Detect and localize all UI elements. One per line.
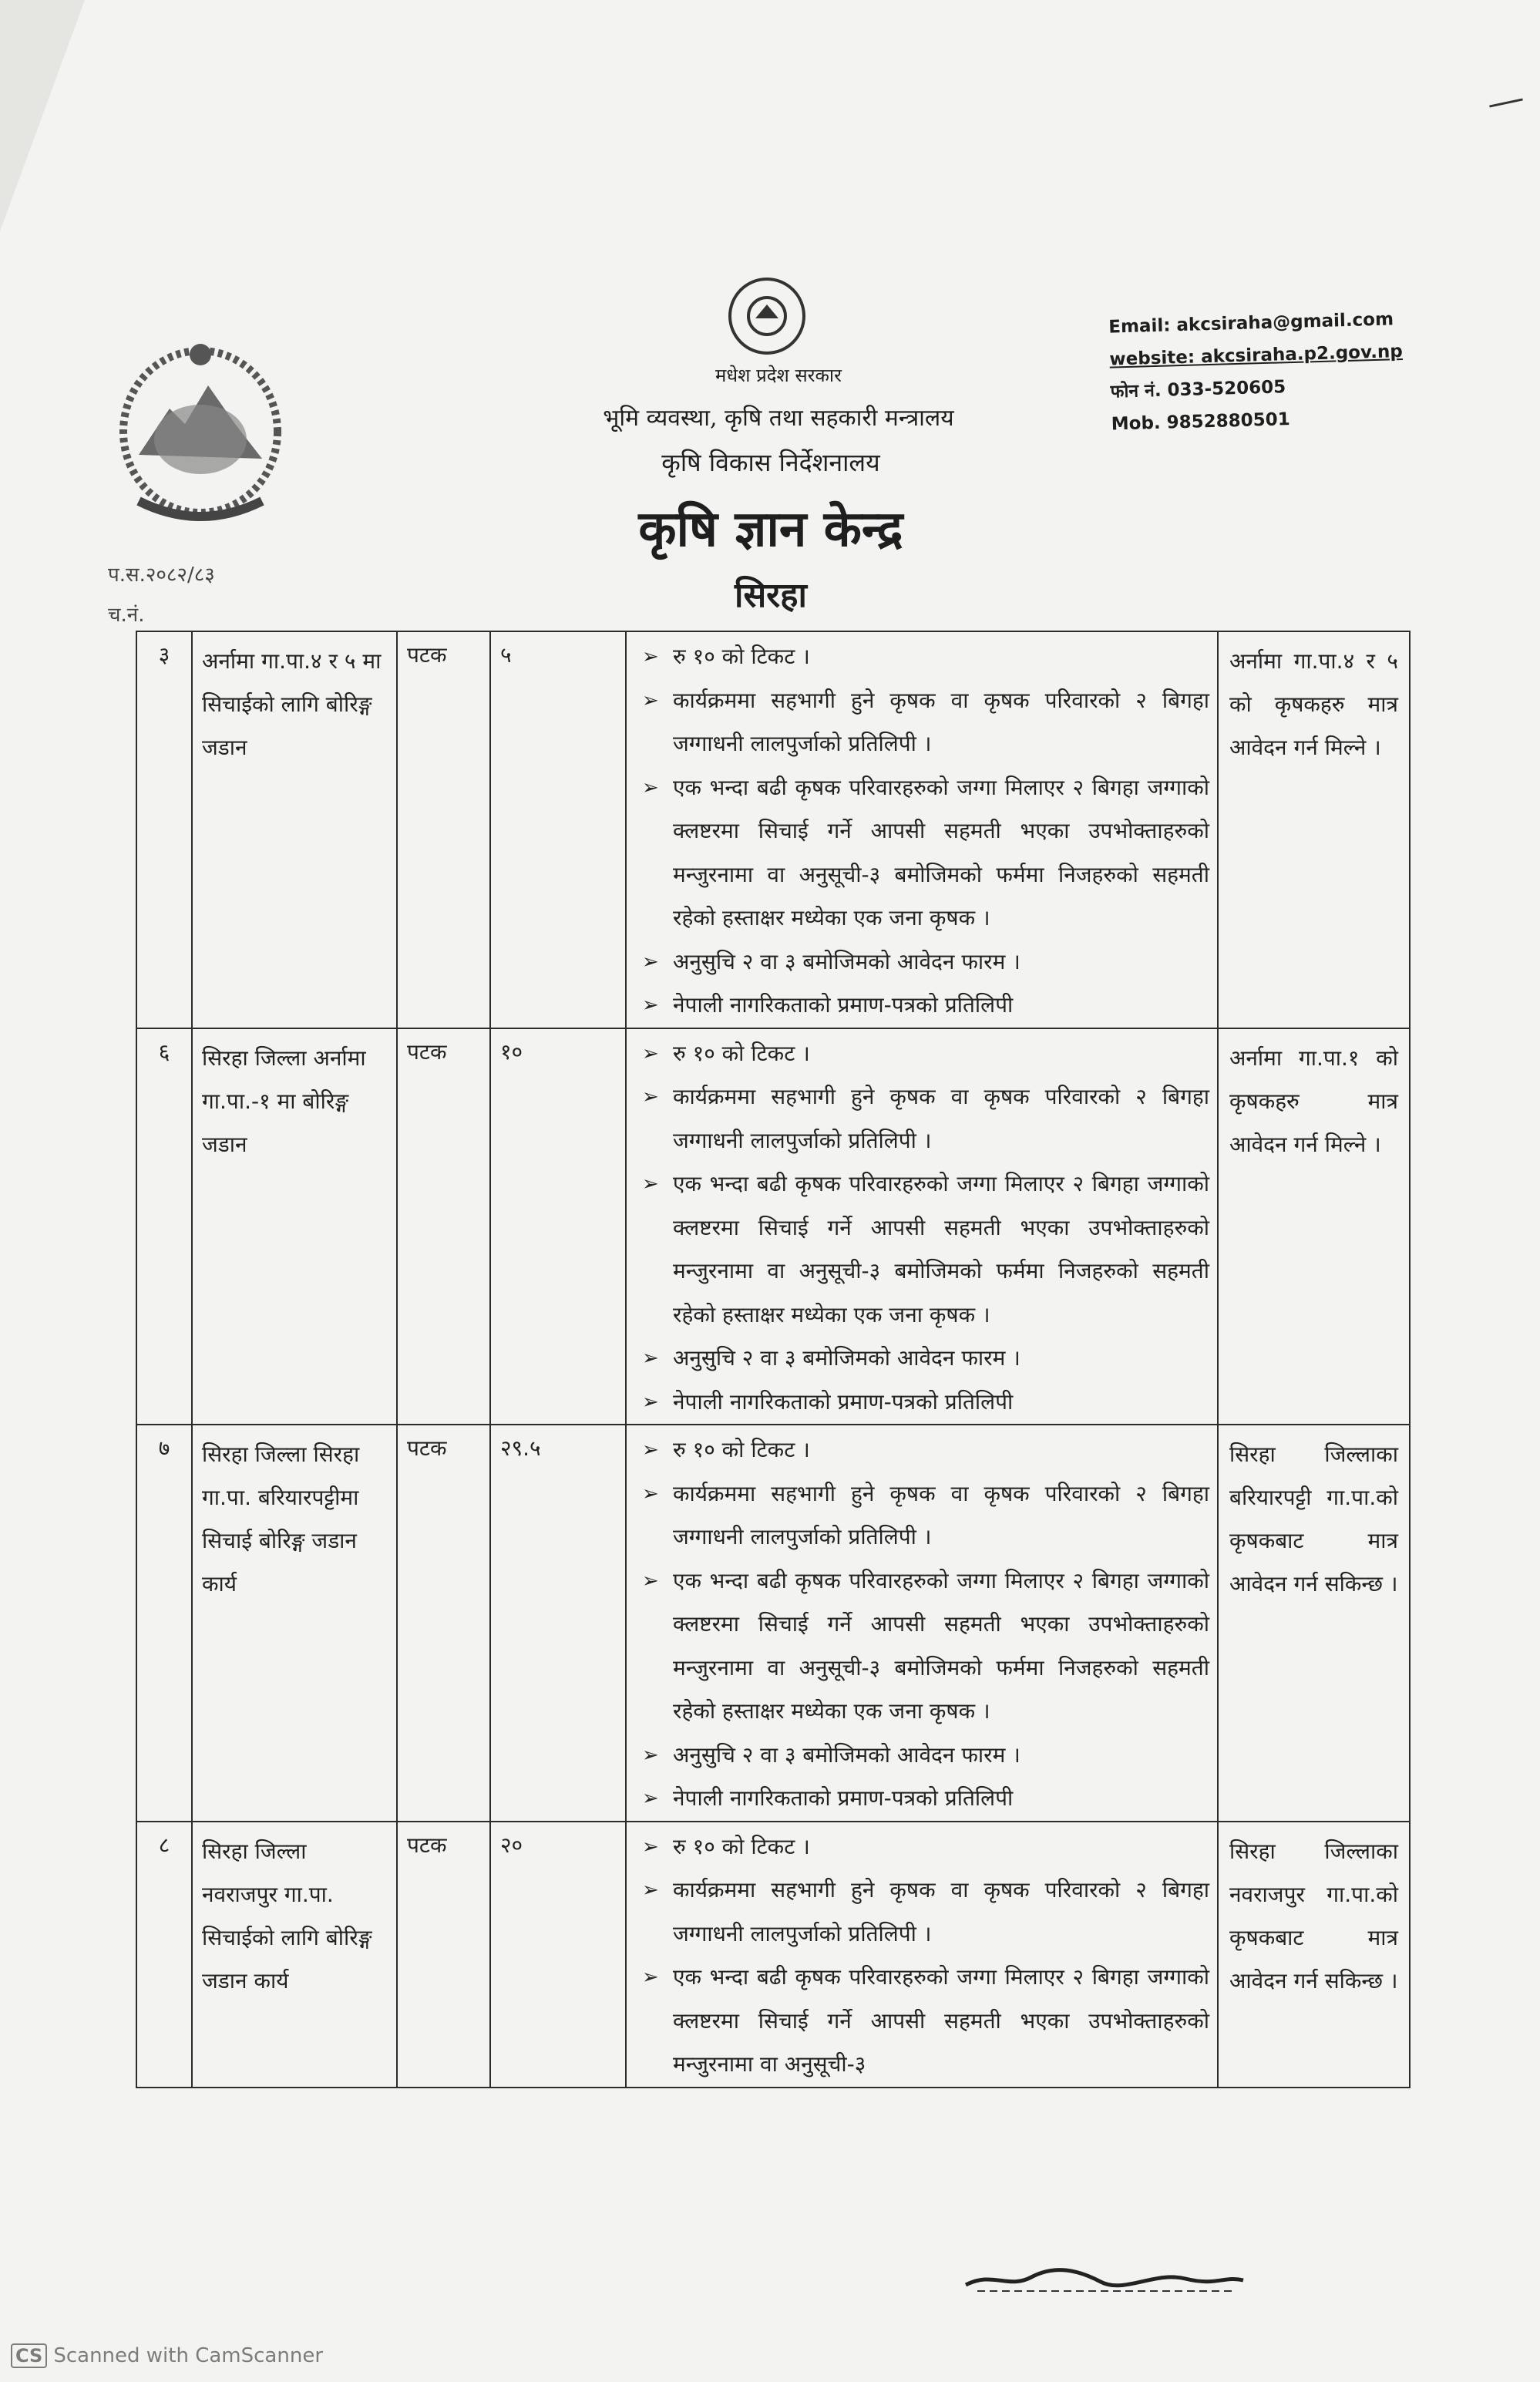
documents-list (641, 1428, 1209, 1821)
quantity-cell: २९.५ (490, 1425, 626, 1822)
list-item (641, 940, 1209, 984)
document-text: अनुसुचि २ वा ३ बमोजिमको आवेदन फारम । (673, 1741, 1021, 1768)
mobile-text: Mob. 9852880501 (1111, 409, 1291, 435)
arrow-bullet-icon: ➢ (642, 688, 659, 712)
required-documents-cell (626, 1822, 1218, 2088)
list-item (641, 1869, 1209, 1956)
page-fold-shadow (0, 0, 85, 231)
quantity-cell: ५ (490, 631, 626, 1028)
program-table (136, 631, 1411, 2088)
list-item (641, 1428, 1209, 1472)
document-text: नेपाली नागरिकताको प्रमाण-पत्रको प्रतिलिपी (673, 1388, 1014, 1415)
document-text: कार्यक्रममा सहभागी हुने कृषक वा कृषक परिवारको २ बिगहा जग्गाधनी लालपुर्जाको प्रतिलिपी । (673, 1084, 1209, 1153)
table-row (136, 1425, 1410, 1822)
arrow-bullet-icon: ➢ (642, 1438, 659, 1462)
arrow-bullet-icon: ➢ (642, 1966, 659, 1989)
list-item (641, 1472, 1209, 1559)
serial-number-cell: ६ (136, 1028, 192, 1425)
table-row (136, 631, 1410, 1028)
document-text: एक भन्दा बढी कृषक परिवारहरुको जग्गा मिलाएर २ बिगहा जग्गाको क्लष्टरमा सिचाई गर्ने आपसी सहमती भएका उपभोक्ताहरुको मन्जुरनामा वा अनुसूची-३ (673, 1964, 1209, 2077)
arrow-bullet-icon: ➢ (642, 645, 659, 668)
document-text: कार्यक्रममा सहभागी हुने कृषक वा कृषक परिवारको २ बिगहा जग्गाधनी लालपुर्जाको प्रतिलिपी । (673, 1480, 1209, 1549)
quantity-cell: १० (490, 1028, 626, 1425)
serial-number-cell: ८ (136, 1822, 192, 2088)
document-text: एक भन्दा बढी कृषक परिवारहरुको जग्गा मिलाएर २ बिगहा जग्गाको क्लष्टरमा सिचाई गर्ने आपसी सहमती भएका उपभोक्ताहरुको मन्जुरनामा वा अनुसूची-३ बमोजिमको फर्ममा निजहरुको सहमती रहेको हस्ताक्षर मध्येका एक जना कृषक । (673, 774, 1209, 930)
unit-cell: पटक (397, 1822, 490, 2088)
scanner-watermark (11, 2343, 323, 2368)
program-name-cell: सिरहा जिल्ला अर्नामा गा.पा.-१ मा बोरिङ्ग जडान (192, 1028, 397, 1425)
list-item (641, 1381, 1209, 1425)
phone-text: फोन नं. 033-520605 (1110, 377, 1286, 402)
required-documents-cell (626, 631, 1218, 1028)
email-text: Email: akcsiraha@gmail.com (1108, 309, 1394, 338)
documents-list (641, 1825, 1209, 2087)
document-text: अनुसुचि २ वा ३ बमोजिमको आवेदन फारम । (673, 948, 1021, 974)
document-text: रु १० को टिकट । (673, 644, 810, 669)
unit-cell: पटक (397, 1425, 490, 1822)
remarks-cell: अर्नामा गा.पा.१ को कृषकहरु मात्र आवेदन गर्न मिल्ने । (1218, 1028, 1410, 1425)
document-text: नेपाली नागरिकताको प्रमाण-पत्रको प्रतिलिपी (673, 1785, 1014, 1811)
quantity-cell: २० (490, 1822, 626, 2088)
list-item (641, 1956, 1209, 2087)
provincial-government-line: मधेश प्रदेश सरकार (715, 365, 842, 386)
arrow-bullet-icon: ➢ (642, 1041, 659, 1065)
arrow-bullet-icon: ➢ (642, 775, 659, 799)
program-table-body (136, 631, 1410, 2088)
table-row (136, 1028, 1410, 1425)
list-item (641, 1559, 1209, 1734)
list-item (641, 766, 1209, 940)
required-documents-cell (626, 1425, 1218, 1822)
arrow-bullet-icon: ➢ (642, 1085, 659, 1109)
arrow-bullet-icon: ➢ (642, 1743, 659, 1767)
government-seal-icon (725, 274, 809, 358)
list-item (641, 1337, 1209, 1381)
remarks-cell: सिरहा जिल्लाका नवराजपुर गा.पा.को कृषकबाट मात्र आवेदन गर्न सकिन्छ । (1218, 1822, 1410, 2088)
office-title: कृषि ज्ञान केन्द्र (638, 500, 903, 558)
arrow-bullet-icon: ➢ (642, 994, 659, 1017)
remarks-cell: अर्नामा गा.पा.४ र ५ को कृषकहरु मात्र आवेदन गर्न मिल्ने । (1218, 631, 1410, 1028)
signature-stamp-icon (962, 2256, 1247, 2297)
table-row (136, 1822, 1410, 2088)
document-text: कार्यक्रममा सहभागी हुने कृषक वा कृषक परिवारको २ बिगहा जग्गाधनी लालपुर्जाको प्रतिलिपी । (673, 1877, 1209, 1946)
document-text: एक भन्दा बढी कृषक परिवारहरुको जग्गा मिलाएर २ बिगहा जग्गाको क्लष्टरमा सिचाई गर्ने आपसी सहमती भएका उपभोक्ताहरुको मन्जुरनामा वा अनुसूची-३ बमोजिमको फर्ममा निजहरुको सहमती रहेको हस्ताक्षर मध्येका एक जना कृषक । (673, 1171, 1209, 1327)
list-item (641, 1734, 1209, 1778)
document-text: नेपाली नागरिकताको प्रमाण-पत्रको प्रतिलिपी (673, 992, 1014, 1018)
document-text: रु १० को टिकट । (673, 1833, 810, 1859)
reference-block (108, 555, 215, 635)
arrow-bullet-icon: ➢ (642, 950, 659, 974)
documents-list (641, 635, 1209, 1028)
arrow-bullet-icon: ➢ (642, 1390, 659, 1414)
list-item (641, 984, 1209, 1028)
document-text: रु १० को टिकट । (673, 1437, 810, 1462)
unit-cell: पटक (397, 1028, 490, 1425)
serial-number-cell: ७ (136, 1425, 192, 1822)
required-documents-cell (626, 1028, 1218, 1425)
arrow-bullet-icon: ➢ (642, 1835, 659, 1859)
program-name-cell: सिरहा जिल्ला नवराजपुर गा.पा. सिचाईको लागि बोरिङ्ग जडान कार्य (192, 1822, 397, 2088)
list-item (641, 679, 1209, 766)
dispatch-number: च.नं. (108, 604, 145, 627)
serial-number-cell: ३ (136, 631, 192, 1028)
website-text: website: akcsiraha.p2.gov.np (1109, 341, 1404, 370)
unit-cell: पटक (397, 631, 490, 1028)
document-text: अनुसुचि २ वा ३ बमोजिमको आवेदन फारम । (673, 1345, 1021, 1371)
directorate-name: कृषि विकास निर्देशनालय (661, 448, 880, 477)
documents-list (641, 1032, 1209, 1425)
arrow-bullet-icon: ➢ (642, 1482, 659, 1506)
scanner-text: Scanned with CamScanner (53, 2344, 324, 2367)
arrow-bullet-icon: ➢ (642, 1569, 659, 1593)
ministry-name: भूमि व्यवस्था, कृषि तथा सहकारी मन्त्रालय (603, 405, 954, 432)
arrow-bullet-icon: ➢ (642, 1172, 659, 1196)
program-name-cell: अर्नामा गा.पा.४ र ५ मा सिचाईको लागि बोरिङ्ग जडान (192, 631, 397, 1028)
remarks-cell: सिरहा जिल्लाका बरियारपट्टी गा.पा.को कृषकबाट मात्र आवेदन गर्न सकिन्छ । (1218, 1425, 1410, 1822)
list-item (641, 635, 1209, 679)
list-item (641, 1777, 1209, 1821)
document-text: एक भन्दा बढी कृषक परिवारहरुको जग्गा मिलाएर २ बिगहा जग्गाको क्लष्टरमा सिचाई गर्ने आपसी सहमती भएका उपभोक्ताहरुको मन्जुरनामा वा अनुसूची-३ बमोजिमको फर्ममा निजहरुको सहमती रहेको हस्ताक्षर मध्येका एक जना कृषक । (673, 1567, 1209, 1724)
contact-block (1108, 302, 1421, 440)
pen-mark (1489, 98, 1523, 107)
arrow-bullet-icon: ➢ (642, 1347, 659, 1370)
list-item (641, 1825, 1209, 1869)
list-item (641, 1075, 1209, 1162)
nepal-emblem-icon (108, 324, 293, 524)
reference-number: प.स.२०८२/८३ (108, 564, 215, 587)
camscanner-logo: CS (11, 2343, 47, 2368)
program-name-cell: सिरहा जिल्ला सिरहा गा.पा. बरियारपट्टीमा सिचाई बोरिङ्ग जडान कार्य (192, 1425, 397, 1822)
document-text: रु १० को टिकट । (673, 1040, 810, 1066)
document-text: कार्यक्रममा सहभागी हुने कृषक वा कृषक परिवारको २ बिगहा जग्गाधनी लालपुर्जाको प्रतिलिपी । (673, 687, 1209, 756)
arrow-bullet-icon: ➢ (642, 1879, 659, 1902)
list-item (641, 1032, 1209, 1076)
district-name: सिरहा (735, 576, 807, 615)
arrow-bullet-icon: ➢ (642, 1787, 659, 1810)
list-item (641, 1162, 1209, 1337)
